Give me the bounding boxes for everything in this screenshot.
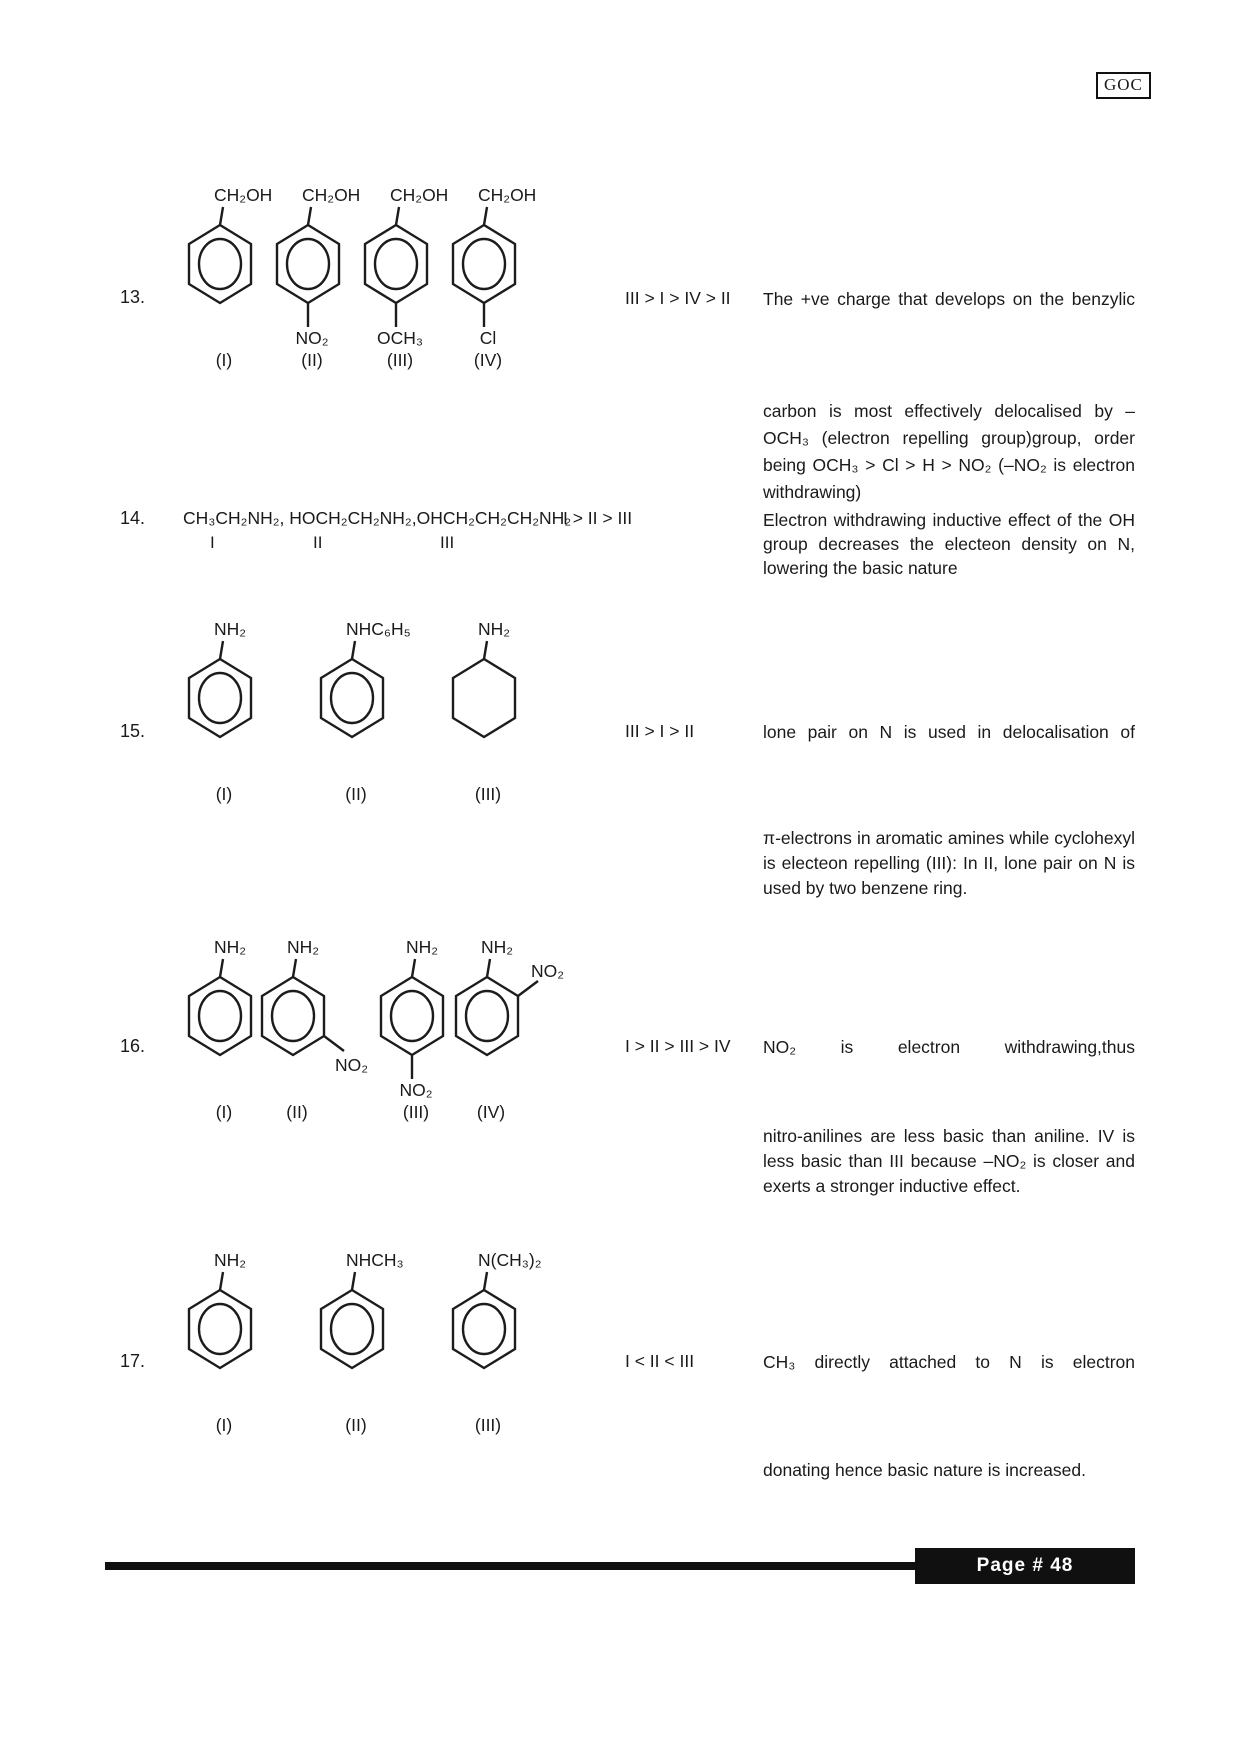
explanation-line: lone pair on N is used in delocalisation of [763,722,1135,742]
benzene-ring-diagram [436,181,537,371]
corner-tag [1096,72,1151,99]
benzene-ring-diagram [348,181,449,371]
explanation-line: The +ve charge that develops on the benzylic [763,289,1135,309]
chemical-structure [260,181,361,371]
formula-item-label: I [210,533,215,552]
top-substituent-label: NH₂ [406,937,439,957]
top-substituent-label: NH₂ [478,619,511,639]
chemical-structure [436,615,524,805]
structure-number-label: (II) [301,350,323,370]
top-substituent-label: CH₂OH [390,185,449,205]
benzene-ring-diagram [172,615,268,805]
chemical-structure [172,615,260,805]
ring-substituent-label: NO₂ [531,961,565,981]
chemical-structure [348,181,449,371]
benzene-ring-diagram [245,933,369,1123]
structure-number-label: (I) [215,784,233,804]
top-substituent-label: N(CH₃)₂ [478,1250,542,1270]
top-substituent-label: NH₂ [214,619,247,639]
top-substituent-label: CH₂OH [302,185,361,205]
formula-item-label: III [440,533,455,552]
explanation-line: NO₂ is electron withdrawing,thus [763,1037,1135,1057]
structure-number-label: (II) [345,784,367,804]
explanation-paragraph: π-electrons in aromatic amines while cyclohexyl is electeon repelling (III): In II, lone pair on N is used by two benzene ring. [763,828,1135,898]
page-number-box [915,1548,1135,1584]
page-number-label: Page # 48 [976,1555,1074,1576]
ring-substituent-label: NO₂ [399,1080,433,1100]
top-substituent-label: CH₂OH [214,185,273,205]
chemical-structure [304,615,411,805]
structures-row [172,615,524,805]
top-substituent-label: NH₂ [214,937,247,957]
top-substituent-label: NH₂ [214,1250,247,1270]
structure-number-label: (I) [215,1415,233,1435]
footer-rule [105,1562,915,1570]
explanation-paragraph: carbon is most effectively delocalised by –OCH₃ (electron repelling group)group, order being OCH₃ > Cl > H > NO₂ (–NO₂ is electron withdrawing) [763,401,1135,502]
ring-substituent-label: OCH₃ [376,328,424,348]
answer-order: III > I > II [625,721,695,741]
benzene-ring-diagram [436,1246,542,1436]
answer-order: I > II > III > IV [625,1036,731,1056]
ring-substituent-label: Cl [479,328,497,348]
structures-row [172,1246,542,1436]
explanation-line: CH₃ directly attached to N is electron [763,1352,1135,1372]
question-number: 17. [120,1351,146,1371]
top-substituent-label: NHC₆H₅ [346,619,411,639]
top-substituent-label: CH₂OH [478,185,537,205]
structure-number-label: (III) [402,1102,430,1122]
ring-substituent-label: NO₂ [295,328,329,348]
chemical-structure [439,933,565,1123]
structure-number-label: (III) [474,784,502,804]
ring-substituent-label: NO₂ [335,1055,369,1075]
question-number: 14. [120,508,146,528]
benzene-ring-diagram [172,1246,268,1436]
question-number: 15. [120,721,146,741]
chemical-structure [172,1246,260,1436]
formula-item-labels [183,533,583,553]
benzene-ring-diagram [260,181,361,371]
question-number: 13. [120,287,146,307]
explanation-paragraph: donating hence basic nature is increased. [763,1460,1086,1480]
structure-number-label: (I) [215,1102,233,1122]
explanation-paragraph: Electron withdrawing inductive effect of the OH group decreases the electeon density on N, lowering the basic nature [763,510,1135,578]
chemical-structure [436,1246,542,1436]
benzene-ring-diagram [304,1246,404,1436]
structure-number-label: (III) [474,1415,502,1435]
explanation-paragraph: nitro-anilines are less basic than aniline. IV is less basic than III because –NO₂ is closer and exerts a stronger inductive effect. [763,1126,1135,1196]
benzene-ring-diagram [439,933,565,1123]
chemical-structure [304,1246,404,1436]
structures-row [172,933,565,1123]
structure-number-label: (IV) [476,1102,506,1122]
top-substituent-label: NHCH₃ [346,1250,404,1270]
formula-item-label: II [313,533,323,552]
top-substituent-label: NH₂ [287,937,320,957]
chemical-structure [436,181,537,371]
question-number: 16. [120,1036,146,1056]
chemical-structure [172,181,273,371]
answer-order: III > I > IV > II [625,288,731,308]
structure-number-label: (IV) [473,350,503,370]
benzene-ring-diagram [172,181,273,371]
structures-row [172,181,537,371]
cyclohexane-ring-diagram [436,615,532,805]
answer-order: I < II < III [625,1351,695,1371]
formula-line: CH₃CH₂NH₂, HOCH₂CH₂NH₂,OHCH₂CH₂CH₂NH₂ [183,508,572,528]
structure-number-label: (II) [345,1415,367,1435]
structure-number-label: (III) [386,350,414,370]
corner-tag-label: GOC [1104,75,1143,94]
top-substituent-label: NH₂ [481,937,514,957]
benzene-ring-diagram [304,615,411,805]
answer-order: I > II > III [563,508,633,528]
structure-number-label: (I) [215,350,233,370]
structure-number-label: (II) [286,1102,308,1122]
chemical-structure [245,933,369,1123]
